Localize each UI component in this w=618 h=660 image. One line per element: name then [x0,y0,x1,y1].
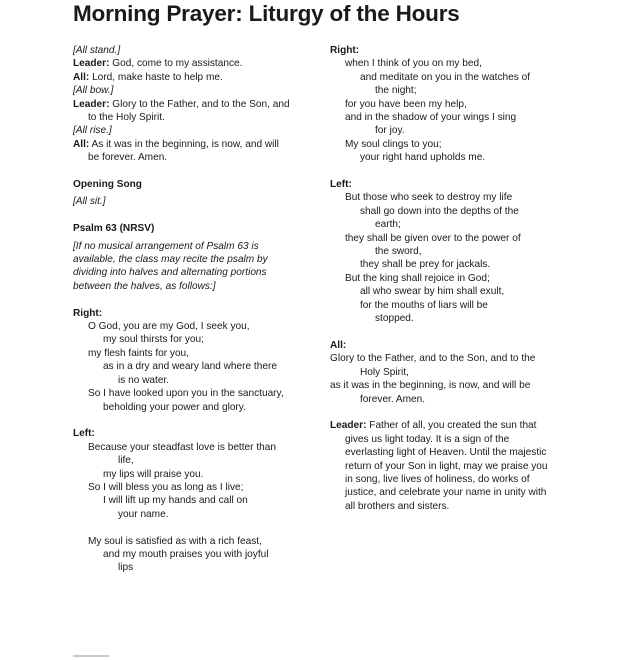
text-line: they shall be given over to the power of [345,232,521,244]
text-line: the night; [375,85,417,97]
leader-prayer-first-line [330,419,580,432]
text-line: and meditate on you in the watches of [360,71,531,83]
text-line [73,98,313,111]
text-line: when I think of you on my bed, [345,58,482,70]
text-line: shall go down into the depths of the [360,205,519,217]
text-line: [All stand.] [73,45,121,56]
left-column [73,44,313,575]
opening-versicles [73,44,313,165]
right-side-heading: Right: [330,45,360,56]
text-line: for the mouths of liars will be [360,299,488,311]
text-line: my lips will praise you. [103,468,204,480]
text-line: earth; [375,219,401,231]
opening-song-note: [All sit.] [73,196,106,208]
left-side-heading: Left: [73,428,95,440]
psalm-note-line: between the halves, as follows:] [73,280,216,292]
psalm-note-line: available, the class may recite the psalm by [73,254,268,266]
speaker-label: All: [73,138,90,150]
text-line: the sword, [375,246,422,258]
page-title: Morning Prayer: Liturgy of the Hours [73,1,460,26]
text-line: to the Holy Spirit. [88,112,165,124]
text-line: Holy Spirit, [360,366,409,378]
psalm-left-verses [330,191,580,325]
text-line: be forever. Amen. [88,152,168,164]
text-line: [All rise.] [73,125,112,137]
text-line: gives us light today. It is a sign of the [345,433,510,445]
line-text: As it was in the beginning, is now, and will [89,138,279,150]
text-line: my soul thirsts for you; [103,334,204,346]
text-line: return of your Son in light, may we praise you [345,460,548,472]
text-line: for joy. [375,125,405,137]
speaker-label: Leader: [73,98,110,110]
text-line: So I have looked upon you in the sanctuary, [88,388,284,400]
text-line: Because your steadfast love is better than [88,441,276,453]
text-line: all who swear by him shall exult, [360,286,505,298]
speaker-label: Leader: [330,420,367,432]
psalm-left-verses-continued [73,535,313,575]
text-line: But those who seek to destroy my life [345,192,513,204]
text-line [73,71,313,84]
text-line: they shall be prey for jackals. [360,259,491,271]
text-line: in song, live lives of holiness, do works of [345,473,530,485]
line-text: Lord, make haste to help me. [89,71,223,83]
psalm-right-verses [73,320,313,414]
psalm-note-line: [If no musical arrangement of Psalm 63 is [73,240,259,252]
text-line: as it was in the beginning, is now, and will be [330,380,531,392]
text-line: lips [118,562,134,574]
text-line: life, [118,455,134,467]
text-line: So I will bless you as long as I live; [88,481,244,493]
text-line: your name. [118,508,169,520]
text-line: for you have been my help, [345,98,467,110]
psalm-heading: Psalm 63 (NRSV) [73,223,155,235]
line-text: Glory to the Father, and to the Son, and [109,98,290,110]
all-heading: All: [330,339,347,351]
right-column [330,44,580,513]
text-line: But the king shall rejoice in God; [345,272,490,284]
text-line: My soul is satisfied as with a rich feast, [88,535,262,547]
prayer-text: Father of all, you created the sun that [366,420,537,432]
psalm-right-verses [330,57,580,164]
left-side-heading: Left: [330,179,352,191]
text-line: your right hand upholds me. [360,152,486,164]
text-line: beholding your power and glory. [103,401,246,413]
text-line: My soul clings to you; [345,138,442,150]
text-line: and in the shadow of your wings I sing [345,112,517,124]
text-line [73,138,313,151]
text-line: forever. Amen. [360,393,426,405]
psalm-note-line: dividing into halves and alternating portions [73,267,267,279]
speaker-label: Leader: [73,58,110,70]
text-line: justice, and celebrate your name in unity with [345,487,547,499]
psalm-left-verses [73,441,313,521]
text-line: stopped. [375,313,414,325]
text-line [73,57,313,70]
text-line: Glory to the Father, and to the Son, and to the [330,353,536,365]
doxology [330,352,580,406]
line-text: God, come to my assistance. [109,58,243,70]
text-line: my flesh faints for you, [88,347,189,359]
text-line: is no water. [118,374,170,386]
text-line: as in a dry and weary land where there [103,361,277,373]
text-line: and my mouth praises you with joyful [103,548,269,560]
footer-divider [73,655,109,657]
text-line: everlasting light of Heaven. Until the majestic [345,447,547,459]
text-line: all brothers and sisters. [345,500,450,512]
text-line: O God, you are my God, I seek you, [88,321,250,333]
text-line: [All bow.] [73,85,114,97]
text-line: I will lift up my hands and call on [103,495,248,507]
leader-prayer [330,433,580,513]
opening-song-heading: Opening Song [73,179,142,191]
right-side-heading: Right: [73,307,103,319]
speaker-label: All: [73,71,90,83]
